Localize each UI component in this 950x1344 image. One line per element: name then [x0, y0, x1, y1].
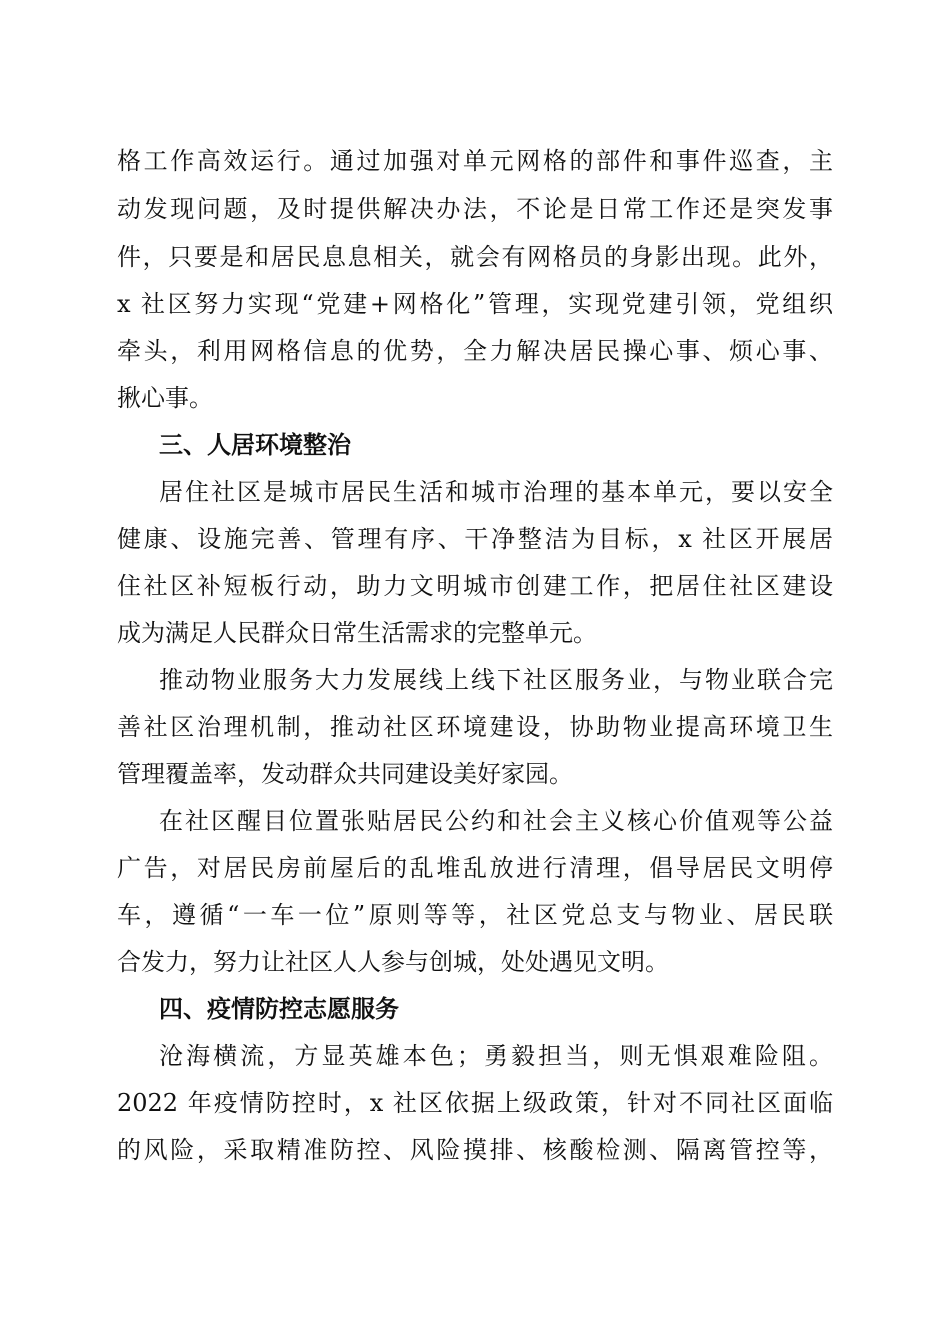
paragraph-line: 件，只要是和居民息息相关，就会有网格员的身影出现。此外， [117, 243, 833, 271]
paragraph-line: 推动物业服务大力发展线上线下社区服务业，与物业联合完 [159, 666, 833, 694]
paragraph-line: 成为满足人民群众日常生活需求的完整单元。 [117, 619, 597, 647]
paragraph-line: 管理覆盖率，发动群众共同建设美好家园。 [117, 760, 573, 788]
paragraph-line: 沧海横流，方显英雄本色；勇毅担当，则无惧艰难险阻。 [159, 1042, 833, 1070]
paragraph-line: x 社区努力实现“党建+网格化”管理，实现党建引领，党组织 [117, 290, 833, 318]
paragraph-line: 在社区醒目位置张贴居民公约和社会主义核心价值观等公益 [159, 807, 833, 835]
paragraph-line: 牵头，利用网格信息的优势，全力解决居民操心事、烦心事、 [117, 337, 833, 365]
paragraph-line: 居住社区是城市居民生活和城市治理的基本单元，要以安全 [159, 478, 833, 506]
paragraph-line: 住社区补短板行动，助力文明城市创建工作，把居住社区建设 [117, 572, 833, 600]
paragraph-line: 健康、设施完善、管理有序、干净整洁为目标，x 社区开展居 [117, 525, 833, 553]
paragraph-line: 2022 年疫情防控时，x 社区依据上级政策，针对不同社区面临 [117, 1089, 833, 1117]
section-heading: 四、疫情防控志愿服务 [159, 995, 399, 1023]
paragraph-line: 动发现问题，及时提供解决办法，不论是日常工作还是突发事 [117, 195, 833, 223]
paragraph-line: 广告，对居民房前屋后的乱堆乱放进行清理，倡导居民文明停 [117, 854, 833, 882]
paragraph-line: 车，遵循“一车一位”原则等等，社区党总支与物业、居民联 [117, 901, 833, 929]
paragraph-line: 格工作高效运行。通过加强对单元网格的部件和事件巡查，主 [117, 147, 833, 175]
paragraph-line: 揪心事。 [117, 384, 213, 412]
paragraph-line: 的风险，采取精准防控、风险摸排、核酸检测、隔离管控等， [117, 1136, 833, 1164]
paragraph-line: 合发力，努力让社区人人参与创城，处处遇见文明。 [117, 948, 669, 976]
paragraph-line: 善社区治理机制，推动社区环境建设，协助物业提高环境卫生 [117, 713, 833, 741]
section-heading: 三、人居环境整治 [159, 431, 351, 459]
